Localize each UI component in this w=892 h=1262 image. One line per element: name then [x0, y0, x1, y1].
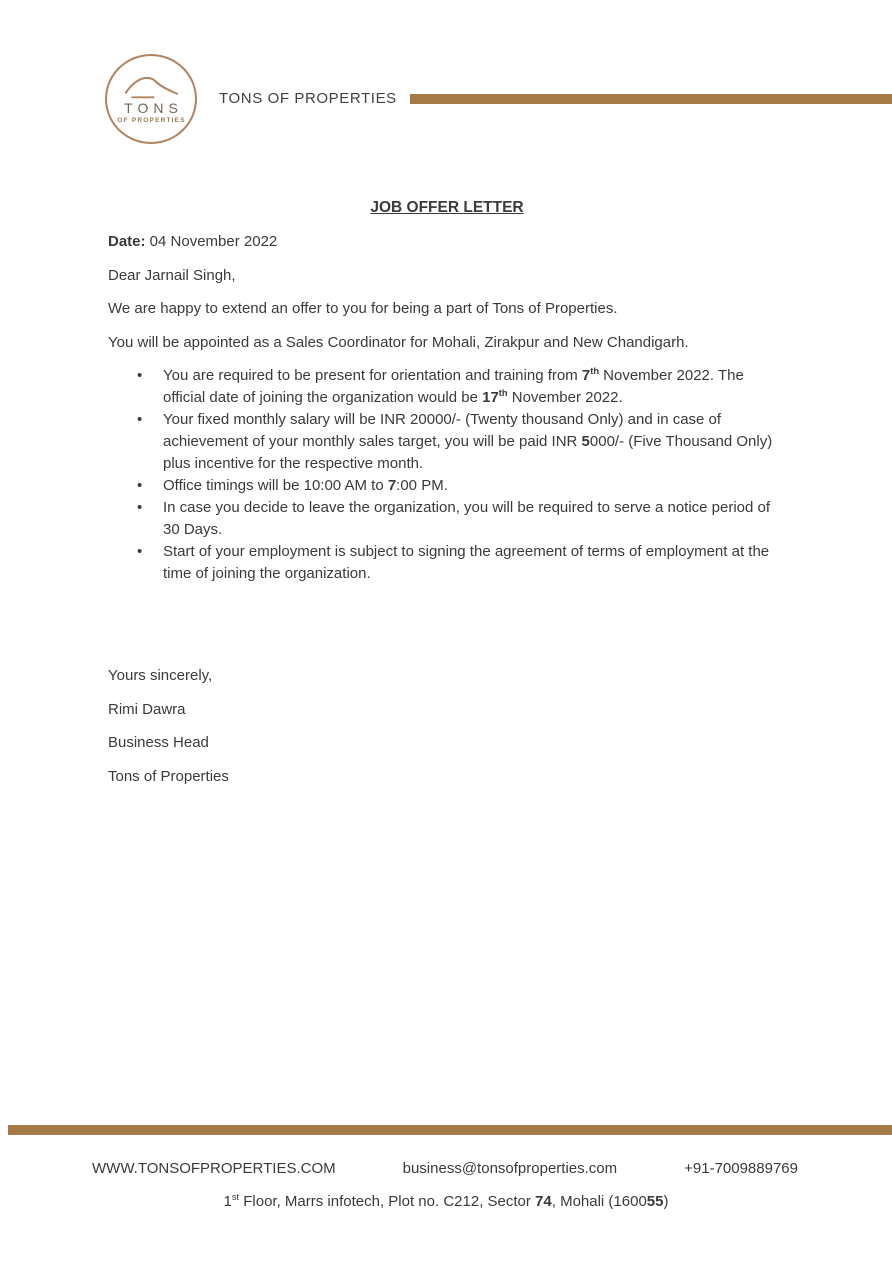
terms-list-item: • Office timings will be 10:00 AM to 7:00 PM. — [137, 475, 786, 497]
company-logo — [105, 54, 197, 144]
signature-block — [108, 665, 786, 788]
letter-title: JOB OFFER LETTER — [370, 199, 524, 216]
company-name: TONS OF PROPERTIES — [219, 90, 397, 107]
page-footer — [0, 1125, 892, 1213]
address-line: 1st Floor, Marrs infotech, Plot no. C212, Sector 74, Mohali (160055) — [223, 1192, 669, 1210]
letterhead — [0, 54, 892, 144]
letter-body — [108, 197, 786, 799]
logo-subtitle: OF PROPERTIES — [117, 117, 186, 124]
date-line — [108, 231, 786, 253]
terms-list-item: • Your fixed monthly salary will be INR 20000/- (Twenty thousand Only) and in case of achievement of your monthly sales target, you will be paid INR 5000/- (Five Thousand Only) plus incentive for the respective month. — [137, 409, 786, 475]
logo-wordmark: TONS — [124, 100, 183, 116]
email-text: business@tonsofproperties.com — [402, 1160, 618, 1177]
terms-list-item: • Start of your employment is subject to signing the agreement of terms of employment at the time of joining the organization. — [137, 541, 786, 585]
contact-row — [0, 1158, 892, 1180]
signature-name: Rimi Dawra — [108, 700, 186, 718]
logo-roofline-icon — [122, 73, 180, 100]
signature-title: Business Head — [108, 734, 209, 751]
footer-accent-bar — [8, 1125, 892, 1135]
terms-list — [137, 365, 786, 585]
date-label: Date: — [108, 233, 146, 250]
header-accent-bar — [410, 94, 892, 104]
signature-company: Tons of Properties — [108, 767, 229, 785]
date-value: 04 November 2022 — [145, 233, 278, 250]
signature-closing: Yours sincerely, — [108, 667, 213, 684]
salutation: Dear Jarnail Singh, — [108, 266, 236, 284]
phone-text: +91-7009889769 — [684, 1160, 798, 1177]
appointment-paragraph: You will be appointed as a Sales Coordinator for Mohali, Zirakpur and New Chandigarh. — [108, 333, 689, 351]
terms-list-item: • In case you decide to leave the organization, you will be required to serve a notice period of 30 Days. — [137, 497, 786, 541]
intro-paragraph: We are happy to extend an offer to you for being a part of Tons of Properties. — [108, 300, 618, 317]
terms-list-item: • You are required to be present for orientation and training from 7th November 2022. The official date of joining the organization would be 17th November 2022. — [137, 365, 786, 409]
website-text: WWW.TONSOFPROPERTIES.COM — [92, 1160, 336, 1177]
